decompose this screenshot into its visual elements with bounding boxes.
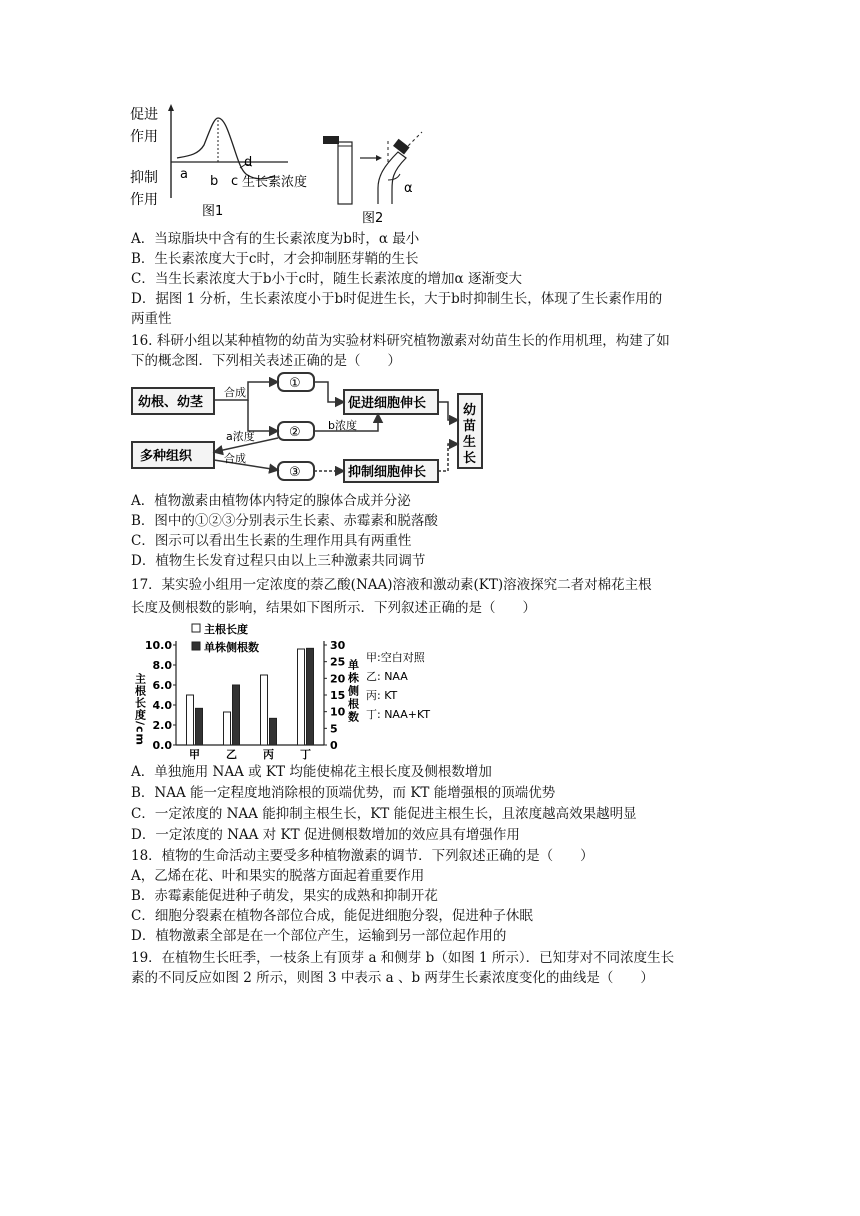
y-tick-label-right: 15 <box>330 689 346 702</box>
x-tick-label: 乙 <box>226 748 237 761</box>
x-axis-label: 生长素浓度 <box>242 175 308 190</box>
key-jia: 甲:空白对照 <box>366 651 425 664</box>
q18-stem: 18．植物的生命活动主要受多种植物激素的调节．下列叙述正确的是（ ） <box>131 848 594 864</box>
point-b-label: b <box>210 174 219 189</box>
x-tick-label: 丁 <box>300 748 311 761</box>
key-yi: 乙: NAA <box>366 670 408 683</box>
y-label-inhibit-2: 作用 <box>130 192 158 208</box>
label-a-concentration: a浓度 <box>226 430 255 443</box>
circle-3: ③ <box>289 465 301 480</box>
y-axis-left-label: 主根长度/cm <box>133 673 147 746</box>
q17-bar-chart <box>128 619 468 761</box>
key-ding: 丁: NAA+KT <box>366 708 431 721</box>
y-tick-label-right: 5 <box>330 722 338 736</box>
label-synthesis-top: 合成 <box>224 386 246 399</box>
box-root-stem: 幼根、幼茎 <box>138 395 204 410</box>
bar-main-root-length <box>187 695 194 745</box>
label-b-concentration: b浓度 <box>328 419 357 432</box>
y-axis-right-label: 单株侧根数 <box>346 659 360 724</box>
q19-stem-line-2: 素的不同反应如图 2 所示，则图 3 中表示 a 、b 两芽生长素浓度变化的曲线是（ ） <box>131 970 654 986</box>
q16-option-b: B．图中的①②③分别表示生长素、赤霉素和脱落酸 <box>131 513 438 529</box>
figure-2-caption: 图2 <box>362 211 384 226</box>
q15-option-c: C．当生长素浓度大于b小于c时，随生长素浓度的增加α 逐渐变大 <box>131 271 522 287</box>
q17-stem-line-2: 长度及侧根数的影响，结果如下图所示．下列叙述正确的是（ ） <box>131 600 536 616</box>
circle-2: ② <box>289 425 301 440</box>
q15-option-a: A．当琼脂块中含有的生长素浓度为b时，α 最小 <box>131 231 420 247</box>
y-tick-label-left: 10.0 <box>144 639 172 652</box>
q18-option-c: C．细胞分裂素在植物各部位合成，能促进细胞分裂，促进种子休眠 <box>131 908 533 924</box>
bar-main-root-length <box>261 675 268 745</box>
bar-main-root-length <box>224 712 231 745</box>
bar-main-root-length <box>298 649 305 745</box>
y-label-promote-2: 作用 <box>130 129 158 145</box>
point-a-label: a <box>180 167 188 182</box>
angle-alpha-label: α <box>404 181 413 196</box>
box-tissues: 多种组织 <box>140 449 193 464</box>
y-tick-label-right: 20 <box>330 672 346 686</box>
q15-option-d-continued: 两重性 <box>131 311 172 327</box>
q19-stem-line-1: 19．在植物生长旺季，一枝条上有顶芽 a 和侧芽 b（如图 1 所示）．已知芽对不同浓度生长 <box>131 950 675 966</box>
q18-option-a: A，乙烯在花、叶和果实的脱落方面起着重要作用 <box>131 868 425 884</box>
q16-option-a: A．植物激素由植物体内特定的腺体合成并分泌 <box>131 493 411 509</box>
q18-option-b: B．赤霉素能促进种子萌发，果实的成熟和抑制开花 <box>131 888 438 904</box>
q16-stem-line-2: 下的概念图．下列相关表述正确的是（ ） <box>131 353 401 369</box>
q16-option-d: D．植物生长发育过程只由以上三种激素共同调节 <box>131 553 426 569</box>
bar-lateral-root-count <box>270 718 277 745</box>
y-label-promote-1: 促进 <box>130 107 158 123</box>
y-tick-label-left: 0.0 <box>152 739 172 752</box>
q17-option-d: D．一定浓度的 NAA 对 KT 促进侧根数增加的效应具有增强作用 <box>131 827 520 843</box>
label-synthesis-bottom: 合成 <box>224 452 246 465</box>
q17-stem-line-1: 17．某实验小组用一定浓度的萘乙酸(NAA)溶液和激动素(KT)溶液探究二者对棉花主根 <box>131 577 652 593</box>
bar-lateral-root-count <box>196 708 203 745</box>
bar-lateral-root-count <box>233 685 240 745</box>
x-tick-label: 丙 <box>263 748 274 761</box>
q15-option-d: D．据图 1 分析，生长素浓度小于b时促进生长，大于b时抑制生长，体现了生长素作用的 <box>131 291 663 307</box>
key-bing: 丙: KT <box>366 689 398 702</box>
q16-concept-diagram <box>128 370 488 486</box>
y-tick-label-right: 0 <box>330 739 338 752</box>
point-d-label: d <box>244 155 253 170</box>
y-tick-label-left: 2.0 <box>152 719 172 732</box>
point-c-label: c <box>231 174 239 189</box>
y-tick-label-left: 8.0 <box>152 659 172 672</box>
y-tick-label-right: 30 <box>330 639 346 652</box>
q16-option-c: C．图示可以看出生长素的生理作用具有两重性 <box>131 533 412 549</box>
box-inhibit-elongation: 抑制细胞伸长 <box>348 465 427 480</box>
y-label-inhibit-1: 抑制 <box>130 170 158 186</box>
legend-lateral-root-count: 单株侧根数 <box>204 641 259 654</box>
figure-1-caption: 图1 <box>202 204 224 219</box>
q16-stem-line-1: 16. 科研小组以某种植物的幼苗为实验材料研究植物激素对幼苗生长的作用机理，构建了如 <box>131 333 670 349</box>
box-promote-elongation: 促进细胞伸长 <box>348 396 427 411</box>
bar-lateral-root-count <box>307 648 314 745</box>
x-tick-label: 甲 <box>189 748 200 761</box>
q18-option-d: D．植物激素全部是在一个部位产生，运输到另一部位起作用的 <box>131 928 507 944</box>
q15-option-b: B．生长素浓度大于c时，才会抑制胚芽鞘的生长 <box>131 251 419 267</box>
y-tick-label-left: 4.0 <box>152 699 172 712</box>
circle-1: ① <box>289 376 301 391</box>
figure-1-auxin-curve <box>128 100 328 222</box>
y-tick-label-right: 25 <box>330 655 346 669</box>
figure-2-coleoptile <box>318 128 428 228</box>
box-seedling-growth: 幼苗生长 <box>463 403 477 466</box>
q17-option-a: A．单独施用 NAA 或 KT 均能使棉花主根长度及侧根数增加 <box>131 764 492 780</box>
q17-option-c: C．一定浓度的 NAA 能抑制主根生长，KT 能促进主根生长，且浓度越高效果越明显 <box>131 806 637 822</box>
legend-main-root-length: 主根长度 <box>204 623 248 636</box>
y-tick-label-right: 10 <box>330 705 346 719</box>
q17-option-b: B．NAA 能一定程度地消除根的顶端优势，而 KT 能增强根的顶端优势 <box>131 785 556 801</box>
y-tick-label-left: 6.0 <box>152 679 172 692</box>
